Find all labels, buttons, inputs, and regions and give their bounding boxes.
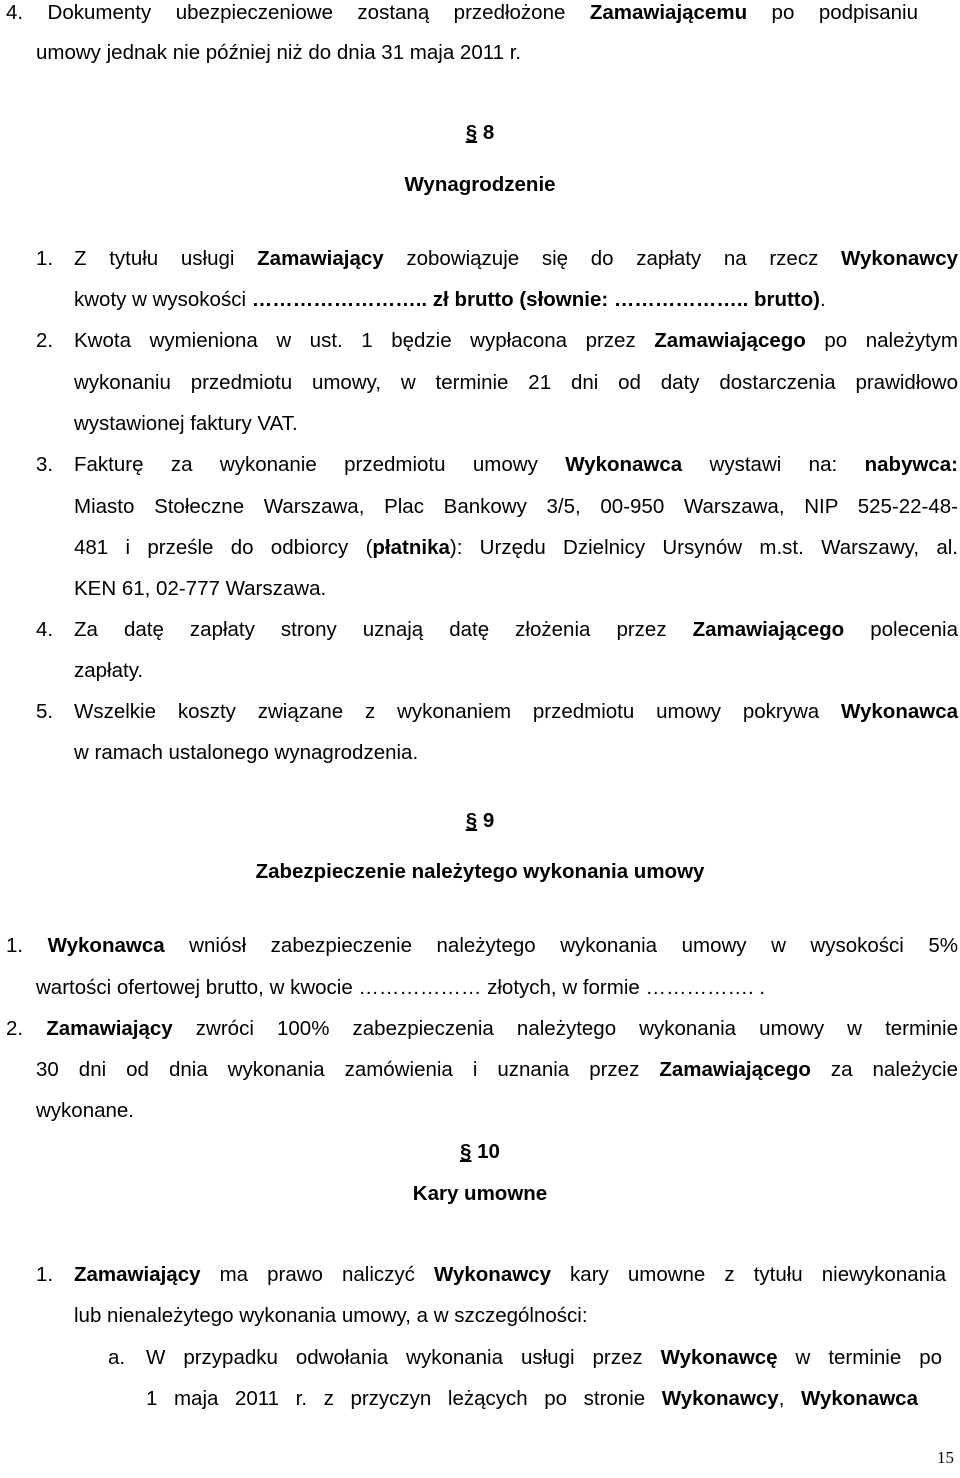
- paragraph-line: wykonane.: [36, 1099, 135, 1122]
- paragraph-line: 4. Dokumenty ubezpieczeniowe zostaną przedłożone Zamawiającemu po podpisaniu: [6, 1, 918, 24]
- paragraph-line: wykonaniu przedmiotu umowy, w terminie 21 dni od daty dostarczenia prawidłowo: [74, 371, 958, 394]
- paragraph-line: 481 i prześle do odbiorcy (płatnika): Urzędu Dzielnicy Ursynów m.st. Warszawy, al.: [74, 536, 958, 559]
- item-number: 5.: [36, 700, 54, 723]
- paragraph-line: wartości ofertowej brutto, w kwocie ……………… złotych, w formie ……………. .: [36, 976, 766, 999]
- paragraph-line: KEN 61, 02-777 Warszawa.: [74, 577, 327, 600]
- paragraph-line: w ramach ustalonego wynagrodzenia.: [74, 741, 419, 764]
- paragraph-line: Zamawiający ma prawo naliczyć Wykonawcy kary umowne z tytułu niewykonania: [74, 1263, 946, 1286]
- paragraph-line: zapłaty.: [74, 659, 144, 682]
- paragraph-line: Wszelkie koszty związane z wykonaniem przedmiotu umowy pokrywa Wykonawca: [74, 700, 958, 723]
- item-number: 3.: [36, 453, 54, 476]
- item-number: 4.: [36, 618, 54, 641]
- paragraph-line: kwoty w wysokości …………………….. zł brutto (słownie: ……………….. brutto).: [74, 288, 826, 311]
- item-number: 2.: [36, 329, 54, 352]
- paragraph-line: 1. Wykonawca wniósł zabezpieczenie należytego wykonania umowy w wysokości 5%: [6, 934, 958, 957]
- paragraph-line: Fakturę za wykonanie przedmiotu umowy Wykonawca wystawi na: nabywca:: [74, 453, 958, 476]
- item-letter: a.: [108, 1346, 126, 1369]
- item-number: 1.: [36, 1263, 54, 1286]
- paragraph-line: 1 maja 2011 r. z przyczyn leżących po stronie Wykonawcy, Wykonawca: [146, 1387, 918, 1410]
- paragraph-line: 30 dni od dnia wykonania zamówienia i uznania przez Zamawiającego za należycie: [36, 1058, 958, 1081]
- section-number: § 10: [460, 1140, 500, 1163]
- section-title: Kary umowne: [412, 1182, 548, 1205]
- paragraph-line: Z tytułu usługi Zamawiający zobowiązuje się do zapłaty na rzecz Wykonawcy: [74, 247, 959, 270]
- paragraph-line: W przypadku odwołania wykonania usługi przez Wykonawcę w terminie po: [146, 1346, 943, 1369]
- paragraph-line: lub nienależytego wykonania umowy, a w szczególności:: [74, 1304, 588, 1327]
- paragraph-line: Za datę zapłaty strony uznają datę złożenia przez Zamawiającego polecenia: [74, 618, 958, 641]
- section-title: Wynagrodzenie: [404, 173, 556, 196]
- paragraph-line: Kwota wymieniona w ust. 1 będzie wypłacona przez Zamawiającego po należytym: [74, 329, 958, 352]
- item-number: 1.: [36, 247, 54, 270]
- page-number: 15: [937, 1448, 954, 1467]
- section-number: § 8: [465, 121, 495, 144]
- paragraph-line: 2. Zamawiający zwróci 100% zabezpieczenia należytego wykonania umowy w terminie: [6, 1017, 958, 1040]
- section-number: § 9: [465, 809, 495, 832]
- section-title: Zabezpieczenie należytego wykonania umowy: [255, 860, 705, 883]
- paragraph-line: umowy jednak nie później niż do dnia 31 maja 2011 r.: [36, 41, 522, 64]
- paragraph-line: wystawionej faktury VAT.: [74, 412, 298, 435]
- paragraph-line: Miasto Stołeczne Warszawa, Plac Bankowy 3/5, 00-950 Warszawa, NIP 525-22-48-: [74, 495, 958, 518]
